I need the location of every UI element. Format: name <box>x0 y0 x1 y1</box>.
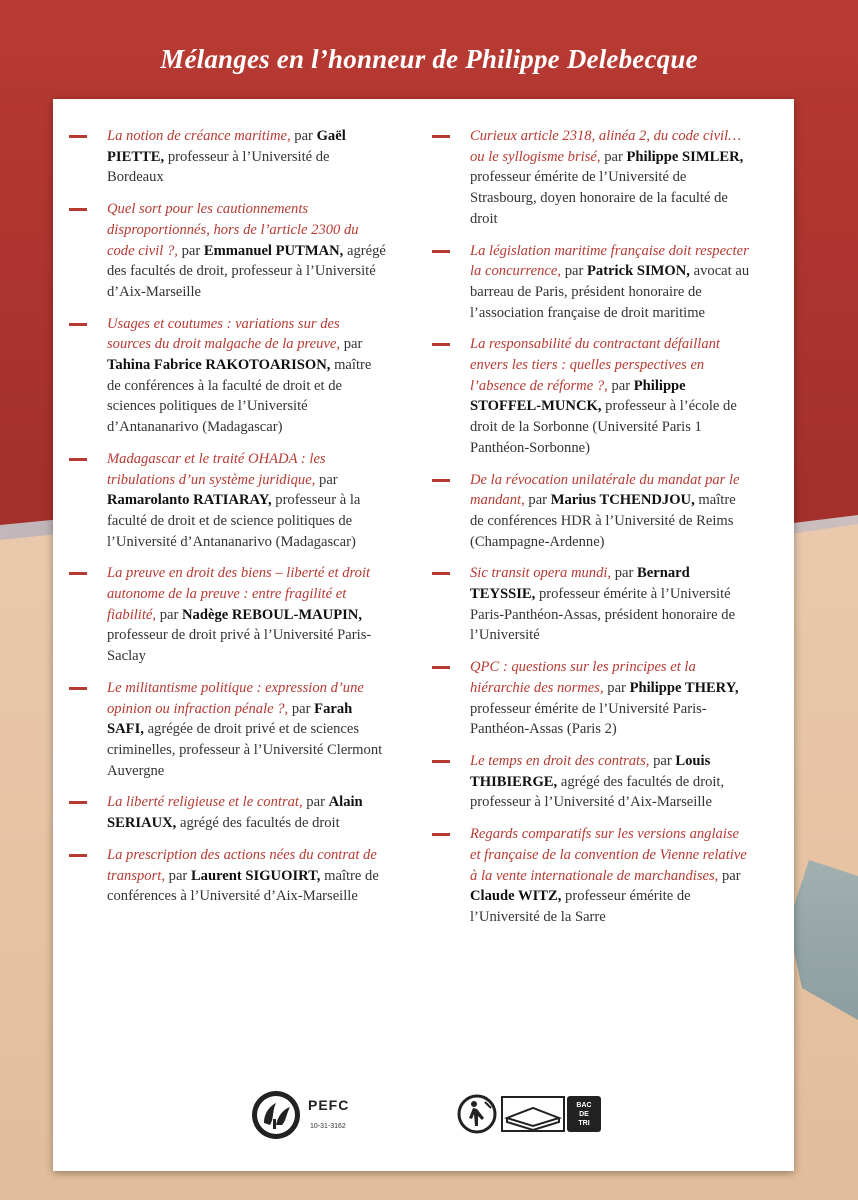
contribution-entry <box>432 824 750 928</box>
dash-bullet-icon <box>432 760 450 763</box>
by-word: par <box>564 263 584 280</box>
by-word: par <box>721 867 741 884</box>
pefc-code: 10-31-3162 <box>310 1123 346 1130</box>
author-description: agrégé des facultés de droit, professeur à l’Université d’Aix-Marseille <box>470 773 725 811</box>
author-name: Emmanuel PUTMAN, <box>203 242 344 259</box>
by-word: par <box>306 794 325 811</box>
author-name: Louis THIBIERGE, <box>470 752 711 790</box>
bac-de-tri-icon <box>567 1096 601 1132</box>
footer-logos <box>250 1089 610 1145</box>
contribution-title: Sic transit opera mundi, <box>470 565 612 582</box>
author-name: Philippe SIMLER, <box>626 148 744 165</box>
author-description: professeur à la faculté de droit et de science politiques de l’Université d’Antananarivo (Madagascar) <box>107 492 361 550</box>
right-column <box>432 126 750 939</box>
by-word: par <box>291 700 311 717</box>
by-word: par <box>319 471 338 488</box>
by-word: par <box>528 492 548 509</box>
by-word: par <box>604 148 623 165</box>
triman-person-icon <box>457 1094 497 1134</box>
author-description: professeur émérite de l’Université Paris-Panthéon-Assas (Paris 2) <box>470 700 707 738</box>
left-column <box>69 126 387 918</box>
by-word: par <box>343 336 363 353</box>
author-description: avocat au barreau de Paris, président honoraire de l’association française de droit maritime <box>470 263 750 321</box>
by-word: par <box>159 606 179 623</box>
author-name: Claude WITZ, <box>470 888 562 905</box>
contribution-title: De la révocation unilatérale du mandat par le mandant, <box>470 471 740 509</box>
contribution-entry <box>432 751 750 813</box>
author-name: Patrick SIMON, <box>587 263 690 280</box>
contribution-entry <box>432 470 750 553</box>
pefc-label: PEFC <box>308 1097 350 1113</box>
dash-bullet-icon <box>432 666 450 669</box>
author-description: professeur à l’Université de Bordeaux <box>107 148 330 186</box>
by-word: par <box>294 128 313 144</box>
by-word: par <box>614 565 634 582</box>
dash-bullet-icon <box>69 458 87 461</box>
by-word: par <box>181 242 201 259</box>
triman-logo <box>457 1092 607 1136</box>
contribution-entry <box>69 199 387 303</box>
contribution-entry <box>432 241 750 324</box>
author-name: Farah SAFI, <box>107 700 353 738</box>
dash-bullet-icon <box>69 323 87 326</box>
contribution-entry <box>69 792 387 833</box>
content-sheet <box>53 99 794 1171</box>
dash-bullet-icon <box>432 250 450 253</box>
author-description: maître de conférences HDR à l’Université de Reims (Champagne-Ardenne) <box>470 492 736 550</box>
contribution-entry <box>69 126 387 188</box>
author-name: Philippe STOFFEL-MUNCK, <box>470 377 686 415</box>
author-description: agrégé des facultés de droit <box>180 815 340 832</box>
dash-bullet-icon <box>432 479 450 482</box>
contribution-entry <box>69 678 387 782</box>
author-name: Nadège REBOUL-MAUPIN, <box>182 606 362 623</box>
dash-bullet-icon <box>69 135 87 138</box>
contribution-title: Quel sort pour les cautionnements disproportionnés, hors de l’article 2300 du code civil ?, <box>107 201 359 259</box>
tri-label: TRI <box>578 1120 590 1127</box>
dash-bullet-icon <box>69 854 87 857</box>
contribution-title: La prescription des actions nées du contrat de transport, <box>107 846 377 884</box>
dash-bullet-icon <box>432 343 450 346</box>
contribution-entry <box>69 314 387 438</box>
author-description: agrégée de droit privé et de sciences criminelles, professeur à l’Université Clermont Auvergne <box>107 721 383 779</box>
carton-box-icon <box>501 1096 565 1132</box>
by-word: par <box>607 679 626 696</box>
contribution-title: Curieux article 2318, alinéa 2, du code civil… ou le syllogisme brisé, <box>470 128 742 165</box>
author-description: professeur à l’école de droit de la Sorbonne (Université Paris 1 Panthéon-Sorbonne) <box>470 398 737 456</box>
contribution-title: La responsabilité du contractant défaillant envers les tiers : quelles perspectives en l’absence de réforme ?, <box>470 336 720 394</box>
dash-bullet-icon <box>432 135 450 138</box>
author-name: Marius TCHENDJOU, <box>550 492 695 509</box>
author-name: Gaël PIETTE, <box>107 128 346 165</box>
dash-bullet-icon <box>432 833 450 836</box>
by-word: par <box>168 867 188 884</box>
contribution-entry <box>432 657 750 740</box>
contribution-entry <box>69 845 387 907</box>
bac-label: BAC <box>576 1102 592 1109</box>
by-word: par <box>611 377 631 394</box>
pefc-logo <box>250 1089 370 1145</box>
contribution-title: Le militantisme politique : expression d’une opinion ou infraction pénale ?, <box>107 679 364 717</box>
dash-bullet-icon <box>69 801 87 804</box>
dash-bullet-icon <box>69 208 87 211</box>
contribution-entry <box>432 126 750 230</box>
author-description: professeur émérite de l’Université de Strasbourg, doyen honoraire de la faculté de droit <box>470 169 728 227</box>
page-title: Mélanges en l’honneur de Philippe Delebecque <box>160 44 698 74</box>
contribution-title: La législation maritime française doit respecter la concurrence, <box>470 242 749 280</box>
contribution-title: Regards comparatifs sur les versions anglaise et française de la convention de Vienne relative à la vente internationale de marchandises, <box>470 826 747 884</box>
author-name: Laurent SIGUOIRT, <box>190 867 321 884</box>
contribution-title: La liberté religieuse et le contrat, <box>107 794 303 811</box>
pefc-tree-icon <box>250 1089 302 1141</box>
contribution-title: Le temps en droit des contrats, <box>470 752 650 769</box>
author-description: professeur émérite à l’Université Paris-Panthéon-Assas, président honoraire de l’Université <box>470 586 736 644</box>
dash-bullet-icon <box>432 572 450 575</box>
author-description: professeur de droit privé à l’Université Paris-Saclay <box>107 627 372 665</box>
contribution-title: Usages et coutumes : variations sur des sources du droit malgache de la preuve, <box>107 315 341 353</box>
contribution-entry <box>69 563 387 667</box>
author-description: professeur émérite de l’Université de la Sarre <box>470 888 691 925</box>
author-name: Alain SERIAUX, <box>107 794 363 832</box>
author-name: Philippe THERY, <box>629 679 739 696</box>
author-name: Bernard TEYSSIE, <box>470 565 690 603</box>
author-name: Tahina Fabrice RAKOTOARISON, <box>107 357 331 374</box>
contribution-entry <box>69 449 387 553</box>
author-description: agrégé des facultés de droit, professeur à l’Université d’Aix-Marseille <box>107 242 386 300</box>
author-description: maître de conférences à la faculté de droit et de sciences politiques de l’Université d’Antananarivo (Madagascar) <box>107 357 372 436</box>
de-label: DE <box>579 1111 589 1118</box>
contribution-title: La notion de créance maritime, <box>107 128 291 144</box>
contribution-entry <box>432 563 750 646</box>
contribution-title: La preuve en droit des biens – liberté et droit autonome de la preuve : entre fragilité et fiabilité, <box>107 565 371 623</box>
contribution-title: QPC : questions sur les principes et la hiérarchie des normes, <box>470 659 696 696</box>
author-name: Ramarolanto RATIARAY, <box>107 492 272 509</box>
dash-bullet-icon <box>69 687 87 690</box>
dash-bullet-icon <box>69 572 87 575</box>
author-description: maître de conférences à l’Université d’Aix-Marseille <box>107 867 379 905</box>
contribution-title: Madagascar et le traité OHADA : les tribulations d’un système juridique, <box>107 450 326 488</box>
contribution-entry <box>432 334 750 458</box>
by-word: par <box>653 752 672 769</box>
